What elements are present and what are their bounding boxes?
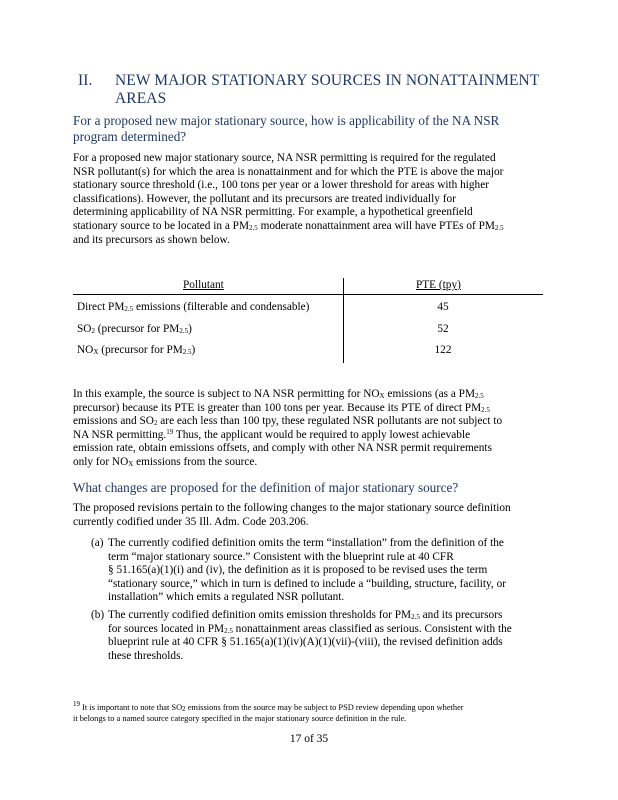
table-cell-pollutant: Direct $PM_{2.5}$ emissions (filterable and condensable) [77,301,310,313]
footnote-ref: 19 [166,427,174,436]
table-cell-pte: 122 [434,344,452,356]
table-cell-pollutant: $SO_2$ (precursor for $PM_{2.5}$) [77,323,192,335]
intro-paragraph: For a proposed new major stationary source, NA NSR permitting is required for the regulated NSR pollutant(s) for which the area is nonattainment and for which the PTE is above the major stationary source threshold (i.e., 100 tons per year or a lower threshold for areas with higher classifications). However, the pollutant and its precursors are treated individually for determining applicability of NA NSR permitting. For example, a hypothetical greenfield stationary source to be located in a $PM_{2.5}$ moderate nonattainment area will have PTEs of $PM_{2.5}$ and its precursors as shown below. [73,152,504,246]
footnote-number: 19 [73,700,80,708]
question-heading-definition: What changes are proposed for the definition of major stationary source? [73,480,459,495]
proposed-revisions-paragraph: The proposed revisions pertain to the following changes to the major stationary source definition currently codified under 35 Ill. Adm. Code 203.206. [73,502,511,528]
pollutant-pte-table [73,278,543,363]
document-page: II. NEW MAJOR STATIONARY SOURCES IN NONATTAINMENT AREAS For a proposed new major stationary source, how is applicability of the NA NSR program determined? For a proposed new major stationary source, NA NSR permitting is required for the regulated NSR pollutant(s) for which the area is nonattainment and for which the PTE is above the major stationary source threshold (i.e., 100 tons per year or a lower threshold for areas with higher classifications). However, the pollutant and its precursors are treated individually for determining applicability of NA NSR permitting. For example, a hypothetical greenfield stationary source to be located in a $PM_{2.5}$ moderate nonattainment area will have PTEs of $PM_{2.5}$ and its precursors as shown below. Pollutant PTE (tpy) Direct $PM_{2.5}$ emissions (filterable and condensable) 45 $SO_2$ (precursor for $PM_{2.5}$) 52 $NO_X$ (precursor for $PM_{2.5}$) 122 In this example, the source is subject to NA NSR permitting for $NO_X$ emissions (as a $PM_{2.5}$ precursor) because its PTE is greater than 100 tons per year. Because its PTE of direct $PM_{2.5}$ emissions and $SO_2$ are each less than 100 tpy, these regulated NSR pollutants are not subject to NA NSR permitting.$^{19}$ Thus, the applicant would be required to apply lowest achievable emission rate, obtain emissions offsets, and comply with other NA NSR permit requirements only for $NO_X$ emissions from the source. What changes are proposed for the definition of major stationary source? The proposed revisions pertain to the following changes to the major stationary source definition currently codified under 35 Ill. Adm. Code 203.206. (a) The currently codified definition omits the term “installation” from the definition of the term “major stationary source.” Consistent with the blueprint rule at 40 CFR § 51.165(a)(1)(i) and (iv), the definition as it is proposed to be revised uses the term “stationary source,” which in turn is defined to include a “building, structure, facility, or installation” which emits a regulated NSR pollutant. (b) The currently codified definition omits emission thresholds for $PM_{2.5}$ and its precursors for sources located in $PM_{2.5}$ nonattainment areas classified as serious. Consistent with the blueprint rule at 40 CFR § 51.165(a)(1)(iv)(A)(1)(vii)-(viii), the revised definition adds these thresholds. $^{19}$ It is important to note that $SO_2$ emissions from the source may be subject to PSD review depending upon whether it belongs to a named source category specified in the major stationary source definition in the rule. 17 of 35 [0,0,618,800]
question-heading-applicability: For a proposed new major stationary source, how is applicability of the NA NSR program determined? [73,113,500,144]
example-paragraph: In this example, the source is subject to NA NSR permitting for $NO_X$ emissions (as a $PM_{2.5}$ precursor) because its PTE is greater than 100 tons per year. Because its PTE of direct $PM_{2.5}$ emissions and $SO_2$ are each less than 100 tpy, these regulated NSR pollutants are not subject to NA NSR permitting.$^{19}$ Thus, the applicant would be required to apply lowest achievable emission rate, obtain emissions offsets, and comply with other NA NSR permit requirements only for $NO_X$ emissions from the source. [73,388,503,468]
section-title: NEW MAJOR STATIONARY SOURCES IN NONATTAINMENT AREAS [115,72,540,107]
section-number: II. [78,72,93,89]
table-cell-pollutant: $NO_X$ (precursor for $PM_{2.5}$) [77,344,196,356]
table-header-rule [73,294,543,295]
table-header-pollutant: Pollutant [183,279,224,291]
page-number: 17 of 35 [289,733,329,745]
table-cell-pte: 52 [437,323,449,335]
footnote: $^{19}$ It is important to note that $SO_2$ emissions from the source may be subject to PSD review depending upon whether it belongs to a named source category specified in the major stationary source definition in the rule. [73,700,464,723]
table-header-pte: PTE (tpy) [416,279,461,291]
table-cell-pte: 45 [437,301,449,313]
table-column-divider [343,278,344,363]
